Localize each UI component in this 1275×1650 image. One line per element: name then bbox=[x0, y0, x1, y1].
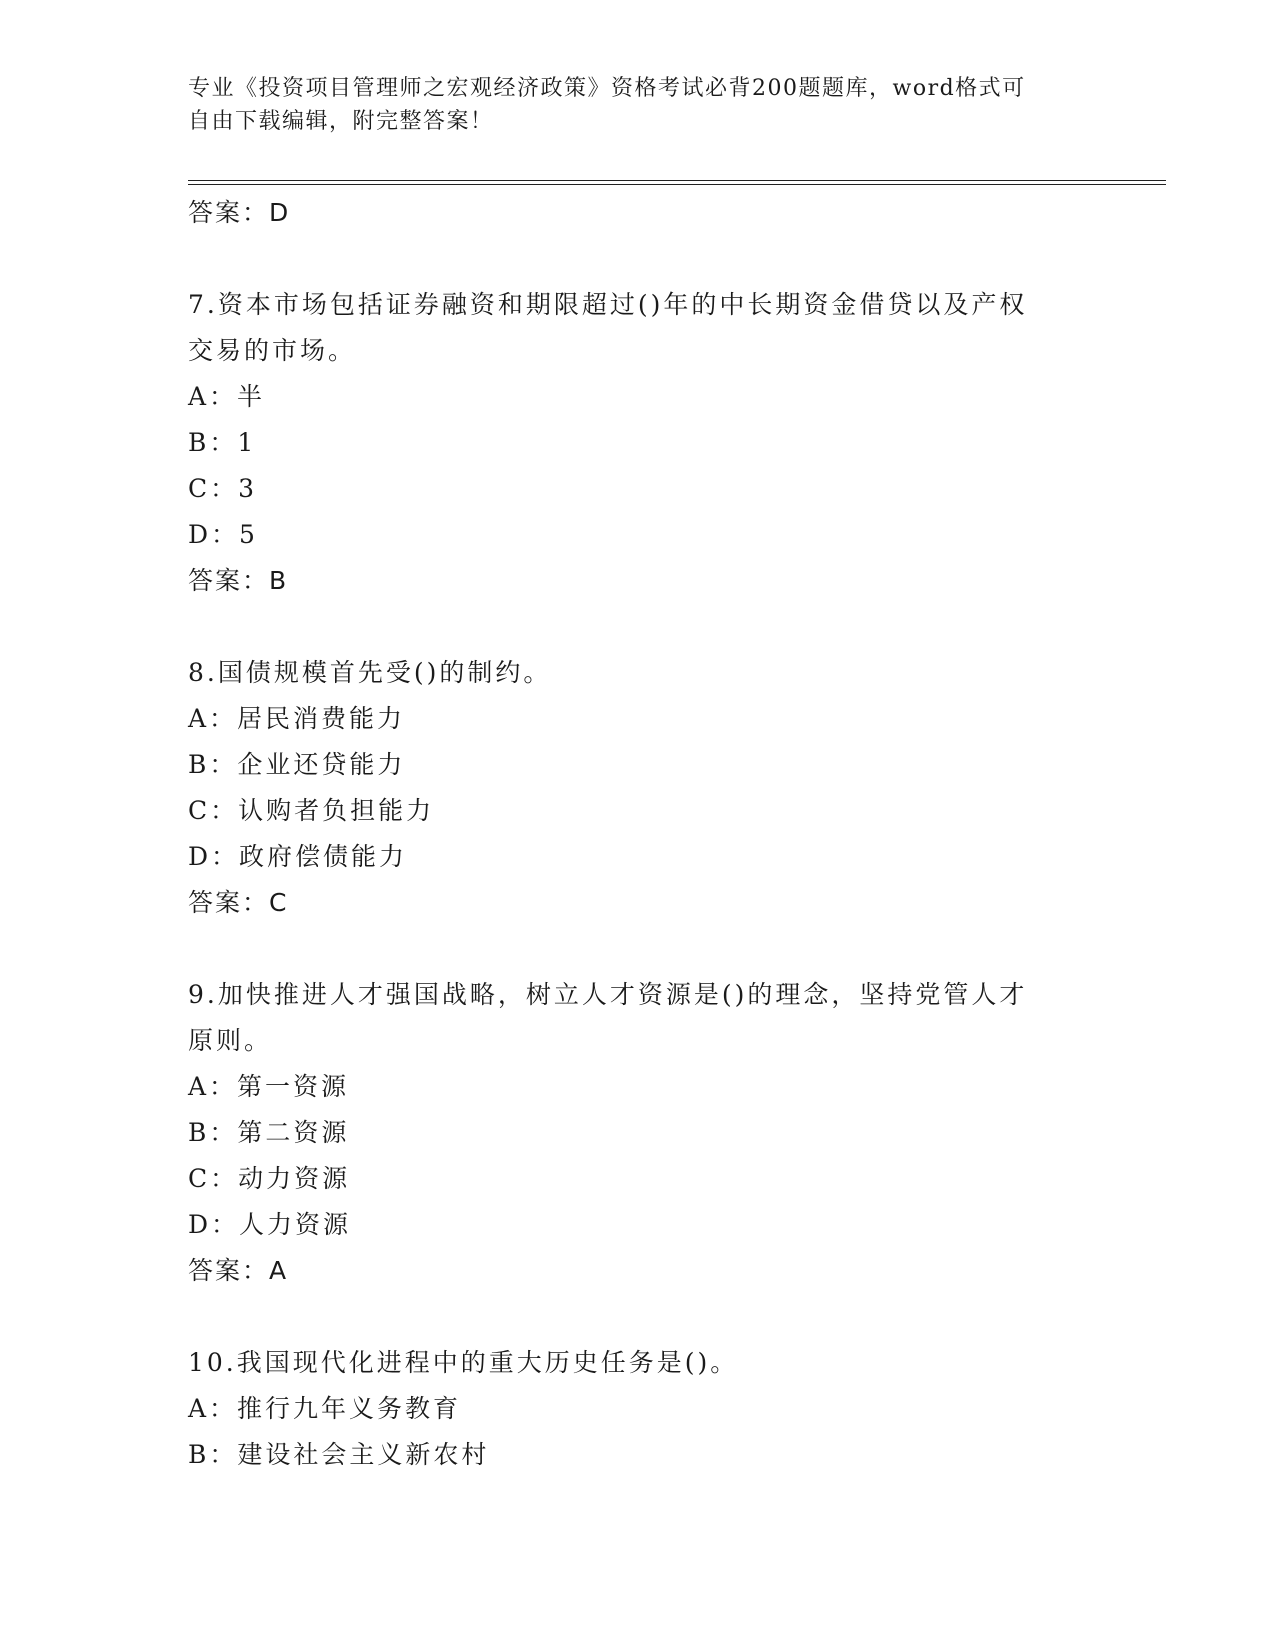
question-stem: 9.加快推进人才强国战略，树立人才资源是()的理念，坚持党管人才 bbox=[188, 980, 1028, 1009]
option-a: A：推行九年义务教育 bbox=[188, 1394, 462, 1423]
option-d: D：政府偿债能力 bbox=[188, 842, 408, 871]
document-header bbox=[188, 72, 1088, 138]
question-list bbox=[188, 190, 1088, 1478]
question-item bbox=[188, 972, 1088, 1294]
header-divider-bottom bbox=[188, 184, 1166, 185]
question-item bbox=[188, 1340, 1088, 1478]
question-stem-continued: 交易的市场。 bbox=[188, 336, 357, 365]
option-a: A：居民消费能力 bbox=[188, 704, 406, 733]
option-b: B：第二资源 bbox=[188, 1118, 350, 1147]
option-c: C：认购者负担能力 bbox=[188, 796, 435, 825]
question-stem-continued: 原则。 bbox=[188, 1026, 273, 1055]
question-stem: 8.国债规模首先受()的制约。 bbox=[188, 658, 552, 687]
answer-line: 答案：D bbox=[188, 198, 291, 227]
header-line-2: 自由下载编辑，附完整答案！ bbox=[188, 109, 494, 134]
answer-line: 答案：C bbox=[188, 888, 289, 917]
option-b: B：企业还贷能力 bbox=[188, 750, 406, 779]
header-divider-top bbox=[188, 180, 1166, 181]
option-a: A：第一资源 bbox=[188, 1072, 350, 1101]
answer-line: 答案：A bbox=[188, 1256, 289, 1285]
option-c: C：动力资源 bbox=[188, 1164, 351, 1193]
answer-line: 答案：B bbox=[188, 566, 289, 595]
question-stem: 10.我国现代化进程中的重大历史任务是()。 bbox=[188, 1348, 739, 1377]
option-d: D：人力资源 bbox=[188, 1210, 352, 1239]
option-a: A：半 bbox=[188, 382, 266, 411]
option-c: C：3 bbox=[188, 474, 258, 503]
option-b: B：建设社会主义新农村 bbox=[188, 1440, 490, 1469]
question-item bbox=[188, 650, 1088, 926]
option-b: B：1 bbox=[188, 428, 257, 457]
question-stem: 7.资本市场包括证券融资和期限超过()年的中长期资金借贷以及产权 bbox=[188, 290, 1028, 319]
header-line-1: 专业《投资项目管理师之宏观经济政策》资格考试必背200题题库，word格式可 bbox=[188, 76, 1026, 101]
question-item bbox=[188, 282, 1088, 604]
option-d: D：5 bbox=[188, 520, 258, 549]
